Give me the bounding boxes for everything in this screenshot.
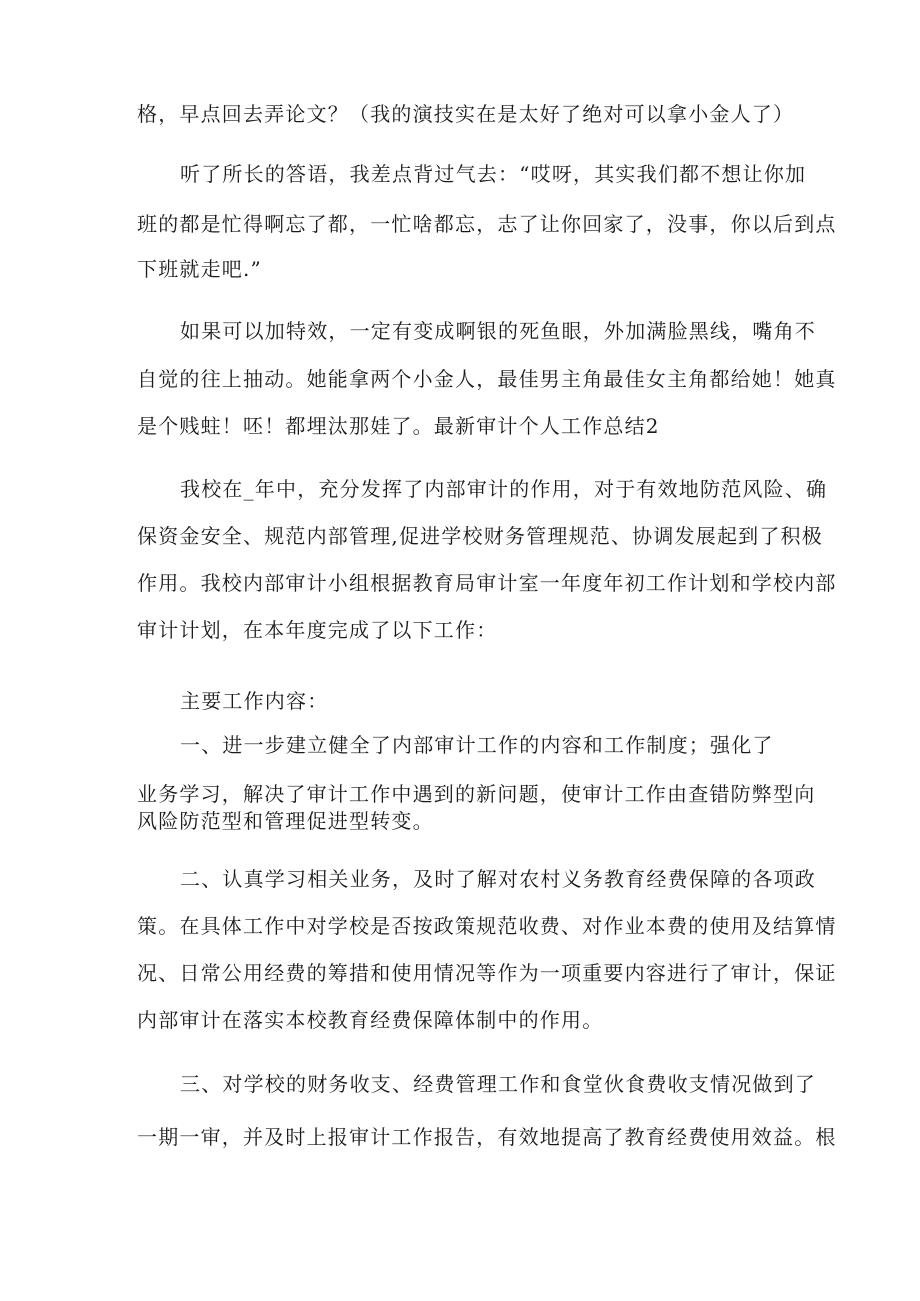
text-line: 策。在具体工作中对学校是否按政策规范收费、对作业本费的使用及结算情	[137, 914, 837, 938]
text-line: 一、进一步建立健全了内部审计工作的内容和工作制度；强化了	[180, 733, 774, 757]
text-line: 听了所长的答语，我差点背过气去：“哎呀，其实我们都不想让你加	[180, 162, 807, 186]
text-line: 内部审计在落实本校教育经费保障体制中的作用。	[137, 1008, 604, 1032]
text-line: 保资金安全、规范内部管理,促进学校财务管理规范、协调发展起到了积极	[137, 524, 823, 548]
text-line: 下班就走吧.”	[137, 257, 262, 281]
text-line: 业务学习，解决了审计工作中遇到的新问题，使审计工作由查错防弊型向	[137, 782, 816, 806]
text-line: 审计计划，在本年度完成了以下工作：	[137, 618, 498, 642]
text-line: 自觉的往上抽动。她能拿两个小金人，最佳男主角最佳女主角都给她！她真	[137, 367, 837, 391]
text-line: 二、认真学习相关业务，及时了解对农村义务教育经费保障的各项政	[180, 867, 816, 891]
text-line: 班的都是忙得啊忘了都，一忙啥都忘，志了让你回家了，没事，你以后到点	[137, 212, 837, 236]
text-line: 格，早点回去弄论文？（我的演技实在是太好了绝对可以拿小金人了）	[137, 102, 795, 126]
section-heading: 主要工作内容：	[180, 689, 329, 713]
text-line: 三、对学校的财务收支、经费管理工作和食堂伙食费收支情况做到了	[180, 1072, 816, 1096]
text-line: 一期一审，并及时上报审计工作报告，有效地提高了教育经费使用效益。根	[137, 1125, 837, 1149]
text-line: 我校在_年中，充分发挥了内部审计的作用，对于有效地防范风险、确	[180, 477, 828, 501]
text-line: 作用。我校内部审计小组根据教育局审计室一年度年初工作计划和学校内部	[137, 571, 837, 595]
text-line: 如果可以加特效，一定有变成啊银的死鱼眼，外加满脸黑线，嘴角不	[180, 319, 816, 343]
text-line: 况、日常公用经费的筹措和使用情况等作为一项重要内容进行了审计，保证	[137, 961, 837, 985]
text-line: 是个贱蛀！呸！都埋汰那娃了。最新审计个人工作总结2	[137, 414, 660, 438]
text-line: 风险防范型和管理促进型转变。	[137, 809, 434, 833]
